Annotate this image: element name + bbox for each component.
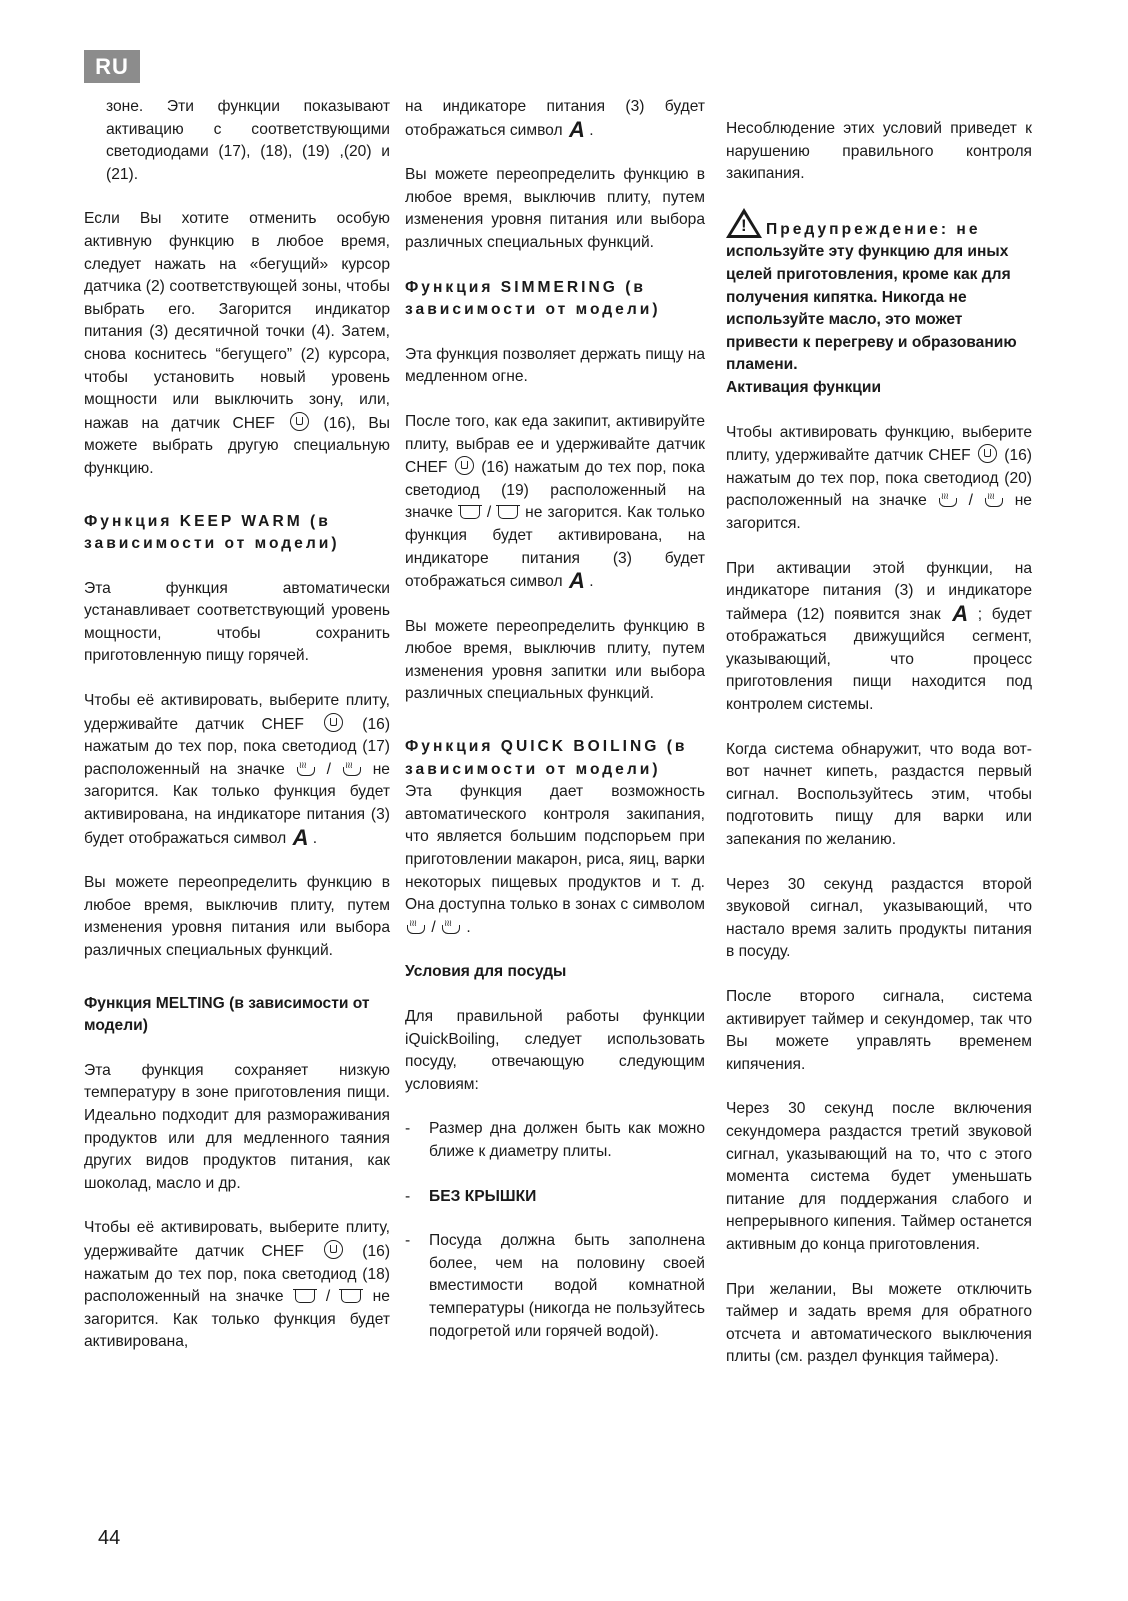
paragraph: После второго сигнала, система активирует таймер и секундомер, так что Вы можете управлять временем кипячения.: [726, 988, 1032, 1073]
paragraph: Несоблюдение этих условий приведет к нарушению правильного контроля закипания.: [726, 120, 1032, 183]
list-item-text: Посуда должна быть заполнена более, чем на половину своей вместимости водой комнатной температуры (никогда не пользуйтесь подогретой или горячей водой).: [429, 1232, 705, 1340]
warning-text: используйте эту функцию для иных целей приготовления, кроме как для получения кипятка. Никогда не используйте масло, это может привести к перегреву и образованию пламени.: [726, 243, 1017, 374]
paragraph: [84, 1217, 390, 1354]
text: Если Вы хотите отменить особую активную функцию в любое время, следует нажать на «бегущий» курсор датчика (2) соответствующей зоны, чтобы выбрать его. Загорится индикатор питания (3) десятичной точки (4). Затем, снова коснитесь “бегущего” (2) курсора, чтобы установить новый уровень мощности или выключить зону, или, нажав на датчик CHEF: [84, 210, 390, 432]
display-symbol-a: A: [952, 600, 969, 626]
chef-sensor-icon: [455, 456, 474, 475]
paragraph: [84, 208, 390, 480]
warning-heading: Предупреждение: не: [766, 220, 981, 238]
text: /: [325, 1288, 331, 1306]
paragraph: Вы можете переопределить функцию в любое время, выключив плиту, путем изменения уровня запитки или выбора различных специальных функций.: [405, 617, 705, 703]
paragraph: [726, 558, 1032, 717]
text: При активации этой функции, на индикаторе питания (3) и индикаторе таймера (12) появится знак: [726, 559, 1032, 623]
warning-block: [726, 208, 1032, 400]
text: После того, как еда закипит, активируйте плиту, выбрав ее и удерживайте датчик CHEF: [405, 412, 705, 477]
quick-boiling-icon: [442, 918, 460, 934]
chef-sensor-icon: [290, 412, 309, 431]
text: Чтобы активировать функцию, выберите плиту, удерживайте датчик CHEF: [726, 423, 1032, 465]
text: (16) нажатым до тех пор, пока светодиод (20) расположенный на значке: [726, 447, 1032, 510]
text: /: [326, 760, 331, 778]
keep-warm-icon: [343, 760, 361, 776]
keep-warm-icon: [297, 760, 315, 776]
column-2: [405, 96, 705, 1365]
paragraph: Вы можете переопределить функцию в любое время, выключив плиту, путем изменения уровня питания или выбора различных специальных функций.: [405, 166, 705, 251]
bullet-dash: -: [405, 1120, 411, 1138]
list-item-text: Размер дна должен быть как можно ближе к диаметру плиты.: [429, 1120, 705, 1160]
text: не загорится.: [726, 492, 1032, 532]
paragraph: Через 30 секунд раздастся второй звуковой сигнал, указывающий, что настало время залить продукты питания в посуду.: [726, 875, 1032, 961]
text: (16) нажатым до тех пор, пока светодиод (19) расположенный на значке: [405, 459, 705, 522]
spacer: [84, 985, 390, 993]
text: (16) нажатым до тех пор, пока светодиод (18) расположенный на значке: [84, 1242, 391, 1306]
bullet-dash: -: [405, 1187, 411, 1205]
paragraph: Эта функция позволяет держать пищу на медленном огне.: [405, 345, 705, 386]
text: /: [431, 918, 436, 936]
text: .: [589, 573, 594, 591]
language-badge: RU: [84, 50, 140, 83]
column-3: [726, 96, 1032, 1391]
activation-heading: Активация функции: [726, 378, 882, 396]
heading-quick-boiling: Функция QUICK BOILING (в зависимости от модели): [405, 738, 688, 778]
paragraph: [405, 96, 705, 142]
paragraph: [405, 411, 705, 594]
heading-cookware-conditions: Условия для посуды: [405, 963, 567, 981]
text: Чтобы её активировать, выберите плиту, удерживайте датчик CHEF: [84, 1219, 390, 1260]
paragraph: Эта функция сохраняет низкую температуру в зоне приготовления пищи. Идеально подходит для размораживания продуктов или для медленного таяния других видов продуктов питания, как шоколад, масло и др.: [84, 1061, 390, 1192]
paragraph: При желании, Вы можете отключить таймер и задать время для обратного отсчета и автоматического выключения плиты (см. раздел функция таймера).: [726, 1280, 1032, 1366]
paragraph: Через 30 секунд после включения секундомера раздастся третий звуковой сигнал, указывающий на то, что с этого момента система будет уменьшать питание для поддержания слабого и непрерывного кипения. Таймер останется активным до конца приготовления.: [726, 1100, 1032, 1253]
text: Эта функция дает возможность автоматического контроля закипания, что является большим подспорьем при приготовлении макарон, риса, яиц, варки некоторых пищевых продуктов и т. д. Она доступна только в зонах с символом: [405, 783, 705, 914]
text: (16) нажатым до тех пор, пока светодиод (17) расположенный на значке: [84, 715, 391, 778]
simmering-icon: [498, 505, 518, 519]
display-symbol-a: A: [292, 824, 309, 850]
paragraph: [405, 781, 705, 939]
spacer: [405, 728, 705, 736]
paragraph: Эта функция автоматически устанавливает соответствующий уровень мощности, чтобы сохранить приготовленную пищу горячей.: [84, 579, 390, 665]
heading-melting: Функция MELTING (в зависимости от модели): [84, 994, 370, 1035]
page-number: 44: [98, 1527, 121, 1549]
text: /: [486, 504, 492, 522]
spacer: [84, 503, 390, 511]
column-1: [84, 96, 390, 1354]
text: .: [312, 829, 318, 847]
list-item: [405, 1186, 705, 1209]
text: (16), Вы можете выбрать другую специальную функцию.: [84, 414, 390, 477]
paragraph: [84, 690, 390, 850]
text: не загорится. Как только функция будет активирована,: [84, 1288, 390, 1351]
paragraph: Вы можете переопределить функцию в любое время, выключив плиту, путем изменения уровня питания или выбора различных специальных функций.: [84, 874, 390, 959]
melting-icon: [341, 1289, 361, 1303]
text: ; будет отображаться движущийся сегмент, указывающий, что процесс приготовления пищи находится под контролем системы.: [726, 605, 1032, 714]
text: .: [589, 121, 594, 139]
text: не загорится. Как только функция будет активирована, на индикаторе питания (3) будет отображаться символ: [405, 504, 705, 591]
paragraph: [726, 422, 1032, 536]
paragraph: Когда система обнаружит, что вода вот-вот начнет кипеть, раздастся первый сигнал. Воспользуйтесь этим, чтобы подготовить пищу для варки или запекания по желанию.: [726, 740, 1032, 849]
quick-boiling-icon: [407, 918, 425, 934]
simmering-icon: [460, 505, 480, 519]
chef-sensor-icon: [978, 444, 997, 463]
chef-sensor-icon: [324, 713, 343, 732]
list-item: [405, 1230, 705, 1343]
warning-icon: [726, 208, 762, 238]
display-symbol-a: A: [568, 116, 585, 142]
chef-sensor-icon: [324, 1240, 343, 1259]
heading-keep-warm: Функция KEEP WARM (в зависимости от модели): [84, 512, 340, 553]
text: Чтобы её активировать, выберите плиту, удерживайте датчик CHEF: [84, 692, 390, 733]
text: не загорится. Как только функция будет активирована, на индикаторе питания (3) будет отображаться символ: [84, 760, 390, 847]
paragraph: Для правильной работы функции iQuickBoiling, следует использовать посуду, отвечающую следующим условиям:: [405, 1008, 705, 1093]
heading-simmering: Функция SIMMERING (в зависимости от модели): [405, 278, 661, 319]
paragraph: зоне. Эти функции показывают активацию с соответствующими светодиодами (17), (18), (19) ,(20) и (21).: [106, 98, 390, 183]
melting-icon: [295, 1289, 315, 1303]
text: на индикаторе питания (3) будет отображаться символ: [405, 98, 705, 139]
text: .: [466, 918, 471, 936]
text: /: [968, 492, 973, 510]
list-item: [405, 1118, 705, 1163]
quick-boiling-icon: [939, 491, 957, 507]
list-item-text: БЕЗ КРЫШКИ: [429, 1187, 537, 1205]
display-symbol-a: A: [568, 568, 585, 594]
bullet-dash: -: [405, 1232, 411, 1250]
quick-boiling-icon: [985, 491, 1003, 507]
